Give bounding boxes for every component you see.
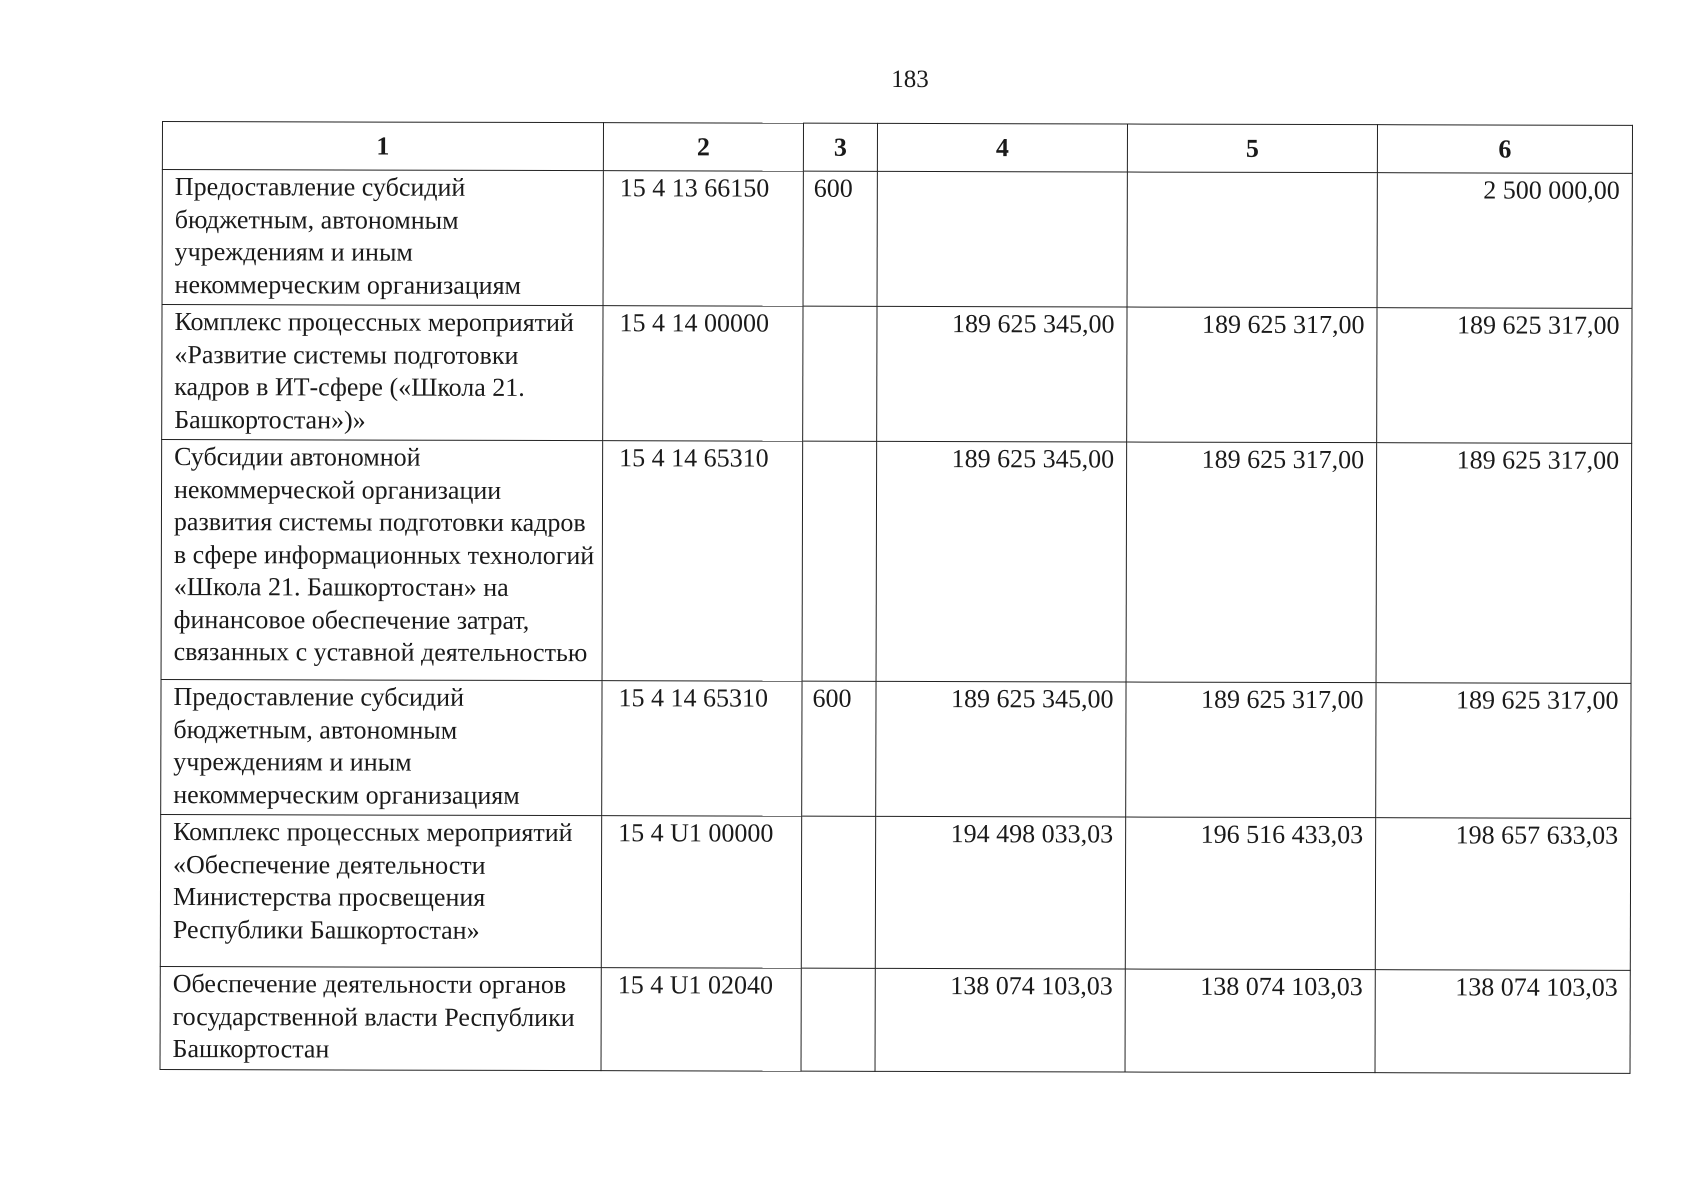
row-amount-1: 189 625 345,00 [876,681,1126,817]
row-expense-type [801,816,875,968]
row-amount-3: 2 500 000,00 [1377,173,1632,309]
table-row [162,305,1632,444]
row-expense-type: 600 [803,171,877,306]
page-number: 183 [891,66,929,93]
row-amount-1: 189 625 345,00 [876,441,1127,682]
row-name: Предоставление субсидий бюджетным, автономным учреждениям и иным некоммерческим организациям [161,679,602,815]
row-amount-2: 138 074 103,03 [1125,969,1375,1072]
row-name: Комплекс процессных мероприятий «Развитие системы подготовки кадров в ИТ-сфере («Школа 21. Башкортостан»)» [162,305,603,441]
column-header-2: 2 [603,123,803,172]
table-row [161,440,1632,684]
row-code: 15 4 U1 00000 [601,816,801,969]
column-header-1: 1 [162,122,603,171]
row-amount-2: 189 625 317,00 [1127,307,1377,443]
row-name: Комплекс процессных мероприятий «Обеспечение деятельности Министерства просвещения Республики Башкортостан» [160,814,601,967]
row-amount-2 [1127,172,1377,308]
row-code: 15 4 U1 02040 [601,968,801,1071]
row-expense-type [801,968,875,1071]
row-amount-2: 189 625 317,00 [1126,442,1377,683]
row-code: 15 4 14 65310 [602,681,802,817]
row-name: Предоставление субсидий бюджетным, автономным учреждениям и иным некоммерческим организациям [162,170,603,306]
row-amount-1 [877,171,1127,307]
row-name: Обеспечение деятельности органов государственной власти Республики Башкортостан [160,966,601,1070]
table-row [162,170,1632,309]
row-expense-type [803,306,877,441]
row-amount-2: 196 516 433,03 [1125,817,1375,970]
row-amount-1: 189 625 345,00 [877,306,1127,442]
row-amount-3: 198 657 633,03 [1375,818,1630,971]
row-amount-3: 189 625 317,00 [1376,683,1631,819]
row-amount-1: 138 074 103,03 [875,968,1125,1071]
table-row [160,814,1630,970]
column-header-3: 3 [803,123,877,171]
column-header-6: 6 [1377,125,1632,174]
row-name: Субсидии автономной некоммерческой организации развития системы подготовки кадров в сфере информационных технологий «Школа 21. Башкортостан» на финансовое обеспечение затрат, связанных с уставной деятельностью [161,440,603,681]
row-expense-type: 600 [802,681,876,816]
header-row [162,122,1632,174]
row-amount-3: 189 625 317,00 [1376,443,1632,684]
row-amount-1: 194 498 033,03 [875,816,1125,969]
row-code: 15 4 14 65310 [602,441,803,682]
row-amount-3: 189 625 317,00 [1377,308,1632,444]
row-amount-3: 138 074 103,03 [1375,970,1630,1073]
row-code: 15 4 13 66150 [603,171,803,307]
row-expense-type [802,441,877,681]
row-amount-2: 189 625 317,00 [1126,682,1376,818]
budget-table [160,121,1633,1073]
row-code: 15 4 14 00000 [603,306,803,442]
table-row [160,966,1630,1072]
table-row [161,679,1631,818]
column-header-4: 4 [877,123,1127,172]
column-header-5: 5 [1127,124,1377,173]
